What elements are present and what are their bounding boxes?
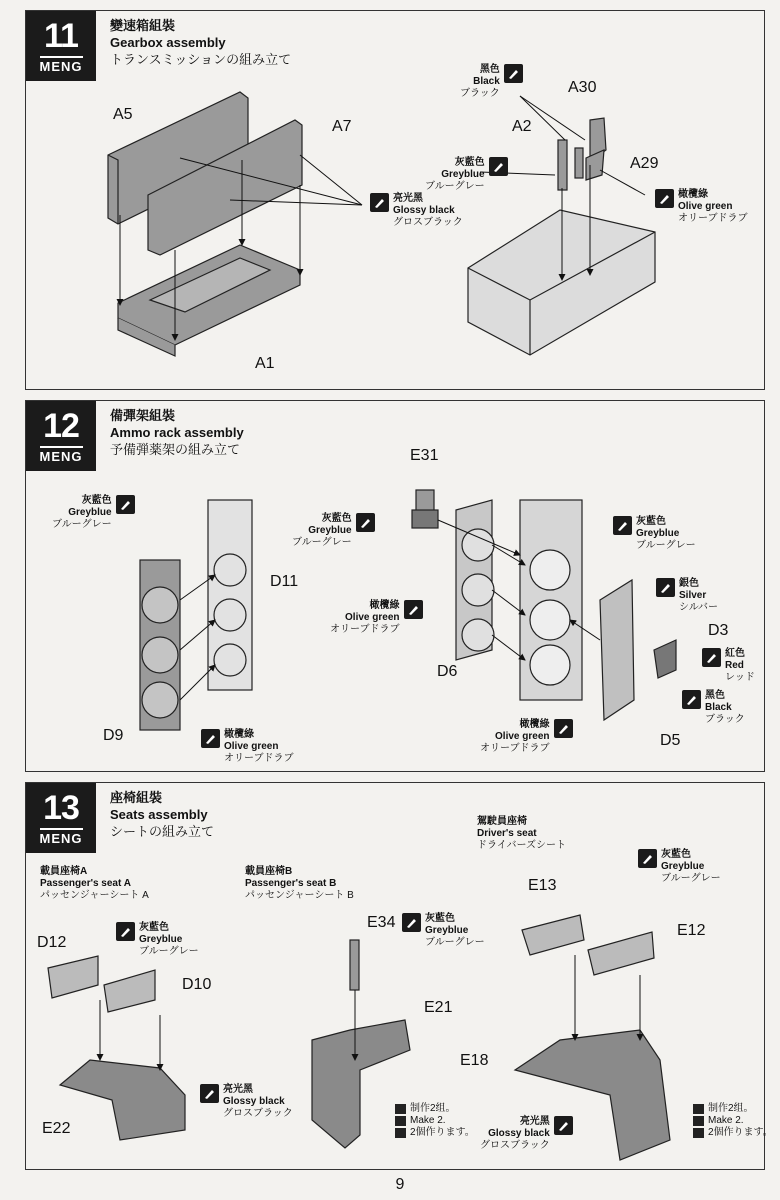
part-label: E12: [677, 922, 706, 939]
part-label: E18: [460, 1052, 489, 1069]
title-en: Ammo rack assembly: [110, 425, 244, 440]
brush-icon: [116, 922, 135, 941]
brush-icon: [656, 578, 675, 597]
part-label: A5: [113, 106, 133, 123]
paint-callout: 灰藍色 Greyblue ブルーグレー: [116, 922, 199, 958]
marker-icon: [693, 1104, 704, 1114]
paint-callout: 銀色 Silver シルバー: [656, 578, 718, 614]
step-number: 12: [43, 406, 79, 445]
paint-callout: 灰藍色 Greyblue ブルーグレー: [52, 495, 135, 531]
ammo-rack-d11: [208, 500, 252, 690]
brand-logo: MENG: [40, 446, 83, 464]
marker-icon: [395, 1128, 406, 1138]
brush-icon: [638, 849, 657, 868]
brush-icon: [682, 690, 701, 709]
step-number: 11: [44, 16, 78, 55]
paint-callout: 亮光黑 Glossy black グロスブラック: [200, 1084, 293, 1120]
part-label: D12: [37, 934, 67, 951]
brush-icon: [655, 189, 674, 208]
ammo-rack-d6: [456, 500, 494, 660]
part-label: A30: [568, 79, 597, 96]
title-cn: 變速箱組裝: [110, 18, 176, 33]
part-label: E13: [528, 877, 557, 894]
title-cn: 座椅組裝: [110, 790, 163, 805]
seat-a-cushion-e22: [60, 1060, 185, 1140]
part-label: A2: [512, 118, 532, 135]
paint-callout: 灰藍色 Greyblue ブルーグレー: [292, 513, 375, 549]
brush-icon: [404, 600, 423, 619]
brush-icon: [613, 516, 632, 535]
marker-icon: [395, 1104, 406, 1114]
brush-icon: [402, 913, 421, 932]
title-en: Gearbox assembly: [110, 35, 226, 50]
part-label: E21: [424, 999, 453, 1016]
marker-icon: [693, 1128, 704, 1138]
brush-icon: [554, 719, 573, 738]
paint-callout: 灰藍色 Greyblue ブルーグレー: [638, 849, 721, 885]
part-label: E22: [42, 1120, 71, 1137]
part-label: D9: [103, 727, 124, 744]
paint-callout: 灰藍色 Greyblue ブルーグレー: [402, 913, 485, 949]
part-d3: [654, 640, 676, 678]
part-a2: [558, 140, 583, 190]
seat-b-heading: 載員座椅B Passenger's seat B パッセンジャーシート B: [245, 866, 354, 901]
brand-logo: MENG: [40, 56, 83, 74]
paint-callout: 紅色 Red レッド: [702, 648, 755, 684]
gearbox-base-a1: [118, 245, 300, 356]
title-jp: シートの組み立て: [110, 824, 215, 839]
paint-callout: 黑色 Black ブラック: [460, 64, 523, 100]
title-en: Seats assembly: [110, 807, 208, 822]
brush-icon: [489, 157, 508, 176]
part-label: A29: [630, 155, 659, 172]
part-e31: [412, 490, 438, 528]
paint-callout: 灰藍色 Greyblue ブルーグレー: [613, 516, 696, 552]
paint-callout: 橄欖綠 Olive green オリーブドラブ: [330, 600, 423, 636]
brush-icon: [554, 1116, 573, 1135]
part-label: D10: [182, 976, 212, 993]
title-jp: トランスミッションの組み立て: [110, 52, 292, 67]
title-cn: 備彈架組裝: [110, 408, 176, 423]
paint-callout: 亮光黑 Glossy black グロスブラック: [480, 1116, 573, 1152]
marker-icon: [395, 1116, 406, 1126]
paint-callout: 灰藍色 Greyblue ブルーグレー: [425, 157, 508, 193]
rack-panel-d5: [600, 580, 634, 720]
paint-callout: 橄欖綠 Olive green オリーブドラブ: [480, 719, 573, 755]
driver-seat-heading: 駕駛員座椅 Driver's seat ドライバーズシート: [477, 816, 566, 851]
driver-seat-backs: [522, 915, 654, 975]
part-label: A7: [332, 118, 352, 135]
paint-callout: 亮光黑 Glossy black グロスブラック: [370, 193, 463, 229]
part-label: D3: [708, 622, 729, 639]
part-label: A1: [255, 355, 275, 372]
brush-icon: [702, 648, 721, 667]
brush-icon: [201, 729, 220, 748]
part-a29-a30: [586, 118, 606, 180]
ammo-rack-d9: [140, 560, 180, 730]
marker-icon: [693, 1116, 704, 1126]
part-label: E31: [410, 447, 439, 464]
part-label: E34: [367, 914, 396, 931]
part-label: D11: [270, 573, 299, 590]
brush-icon: [504, 64, 523, 83]
make-two-note: 制作2组。 Make 2. 2個作ります。: [693, 1103, 773, 1139]
brush-icon: [116, 495, 135, 514]
brush-icon: [356, 513, 375, 532]
title-jp: 予備弾薬架の組み立て: [110, 442, 241, 457]
paint-callout: 橄欖綠 Olive green オリーブドラブ: [655, 189, 748, 225]
brand-logo: MENG: [40, 828, 83, 846]
make-two-note: 制作2组。 Make 2. 2個作ります。: [395, 1103, 475, 1139]
gearbox-cover-a5: [108, 92, 302, 255]
seat-a-backs: [48, 956, 155, 1012]
brush-icon: [370, 193, 389, 212]
paint-callout: 橄欖綠 Olive green オリーブドラブ: [201, 729, 294, 765]
step-number: 13: [43, 788, 79, 827]
part-label: D5: [660, 732, 681, 749]
brush-icon: [200, 1084, 219, 1103]
ammo-rack-assembled: [520, 500, 582, 700]
page-number: 9: [395, 1176, 405, 1193]
seat-a-heading: 載員座椅A Passenger's seat A パッセンジャーシート A: [40, 866, 149, 901]
paint-callout: 黑色 Black ブラック: [682, 690, 745, 726]
part-label: D6: [437, 663, 458, 680]
